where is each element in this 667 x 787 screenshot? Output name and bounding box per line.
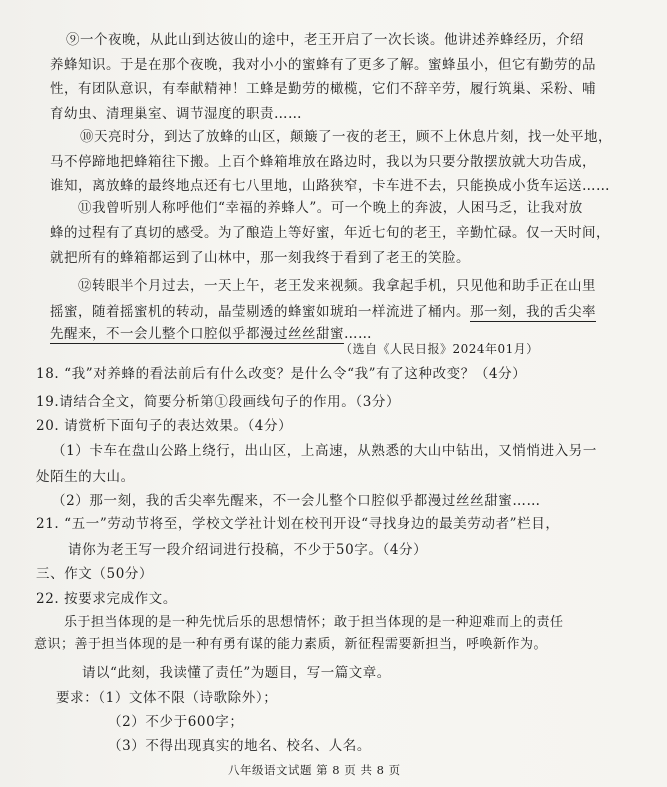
p12-ellipsis: …… xyxy=(344,326,372,342)
p11-line-1: ⑪我曾听别人称呼他们“幸福的养蜂人”。可一个晚上的奔波，人困马乏，让我对放 xyxy=(78,200,583,216)
p9-line-3: 性，有团队意识，有奉献精神！工蜂是勤劳的橄榄，它们不辞辛劳，履行筑巢、采粉、哺 xyxy=(50,81,596,97)
requirements-2: （2）不少于600字； xyxy=(108,714,244,730)
p12-line-1: ⑫转眼半个月过去，一天上午，老王发来视频。我拿起手机，只见他和助手正在山里 xyxy=(78,278,596,294)
p9-line-4: 育幼虫、清理巢室、调节湿度的职责…… xyxy=(50,106,302,122)
p9-line-2: 养蜂知识。于是在那个夜晚，我对小小的蜜蜂有了更多了解。蜜蜂虽小，但它有勤劳的品 xyxy=(50,57,596,73)
page-footer: 八年级语文试题 第 8 页 共 8 页 xyxy=(228,763,401,777)
requirements-3: （3）不得出现真实的地名、校名、人名。 xyxy=(108,738,371,754)
p10-line-1: ⑩天亮时分，到达了放蜂的山区，颠簸了一夜的老王，顾不上休息片刻，找一处平地， xyxy=(80,129,612,145)
p12-line-3 xyxy=(50,322,667,342)
question-21-b: 请你为老王写一段介绍词进行投稿，不少于50字。（4分） xyxy=(68,542,428,558)
question-18: 18. “我”对养蜂的看法前后有什么改变？是什么令“我”有了这种改变？（4分） xyxy=(36,366,527,382)
question-21-a: 21. “五一”劳动节将至，学校文学社计划在校刊开设“寻找身边的最美劳动者”栏目， xyxy=(36,516,560,532)
p12-underlined-sentence-b: 先醒来，不一会儿整个口腔似乎都漫过丝丝甜蜜 xyxy=(50,326,344,342)
essay-intro-a: 乐于担当体现的是一种先忧后乐的思想情怀；敢于担当体现的是一种迎难而上的责任 xyxy=(64,615,564,630)
requirements-1: 要求：（1）文体不限（诗歌除外）； xyxy=(56,690,278,706)
question-20-item-2: （2）那一刻，我的舌尖率先醒来，不一会儿整个口腔似乎都漫过丝丝甜蜜…… xyxy=(52,493,541,509)
p11-line-3: 就把所有的蜂箱都运到了山林中，那一刻我终于看到了老王的笑脸。 xyxy=(50,250,470,266)
p12-line-2-text: 摇蜜，随着摇蜜机的转动，晶莹剔透的蜂蜜如琥珀一样流进了桶内。 xyxy=(50,304,470,320)
p12-line-2 xyxy=(50,300,667,320)
question-22: 22. 按要求完成作文。 xyxy=(36,591,177,607)
question-20-item-1-b: 处陌生的大山。 xyxy=(36,469,135,485)
p9-line-1: ⑨一个夜晚，从此山到达彼山的途中，老王开启了一次长谈。他讲述养蜂经历，介绍 xyxy=(66,32,584,48)
p10-line-3: 谁知，离放蜂的最终地点还有七八里地，山路狭窄，卡车进不去，只能换成小货车运送…… xyxy=(50,178,610,194)
p12-underlined-sentence-a: 那一刻，我的舌尖率 xyxy=(470,304,596,320)
question-20: 20. 请赏析下面句子的表达效果。（4分） xyxy=(36,418,293,434)
essay-intro-b: 意识；善于担当体现的是一种有勇有谋的能力素质，新征程需要新担当，呼唤新作为。 xyxy=(34,637,548,652)
p10-line-2: 马不停蹄地把蜂箱往下搬。上百个蜂箱堆放在路边时，我以为只要分散摆放就大功告成， xyxy=(50,154,596,170)
question-19: 19.请结合全文，简要分析第①段画线句子的作用。（3分） xyxy=(36,394,401,410)
essay-prompt: 请以“此刻，我读懂了责任”为题目，写一篇文章。 xyxy=(82,665,391,681)
passage-source: （选自《人民日报》2024年01月） xyxy=(340,342,539,356)
p11-line-2: 蜂的过程有了真切的感受。为了酿造上等好蜜，年近七旬的老王，辛勤忙碌。仅一天时间， xyxy=(50,225,610,241)
question-20-item-1-a: （1）卡车在盘山公路上绕行，出山区，上高速，从熟悉的大山中钻出，又悄悄进入另一 xyxy=(52,443,597,459)
section-3-title: 三、作文（50分） xyxy=(36,566,154,582)
